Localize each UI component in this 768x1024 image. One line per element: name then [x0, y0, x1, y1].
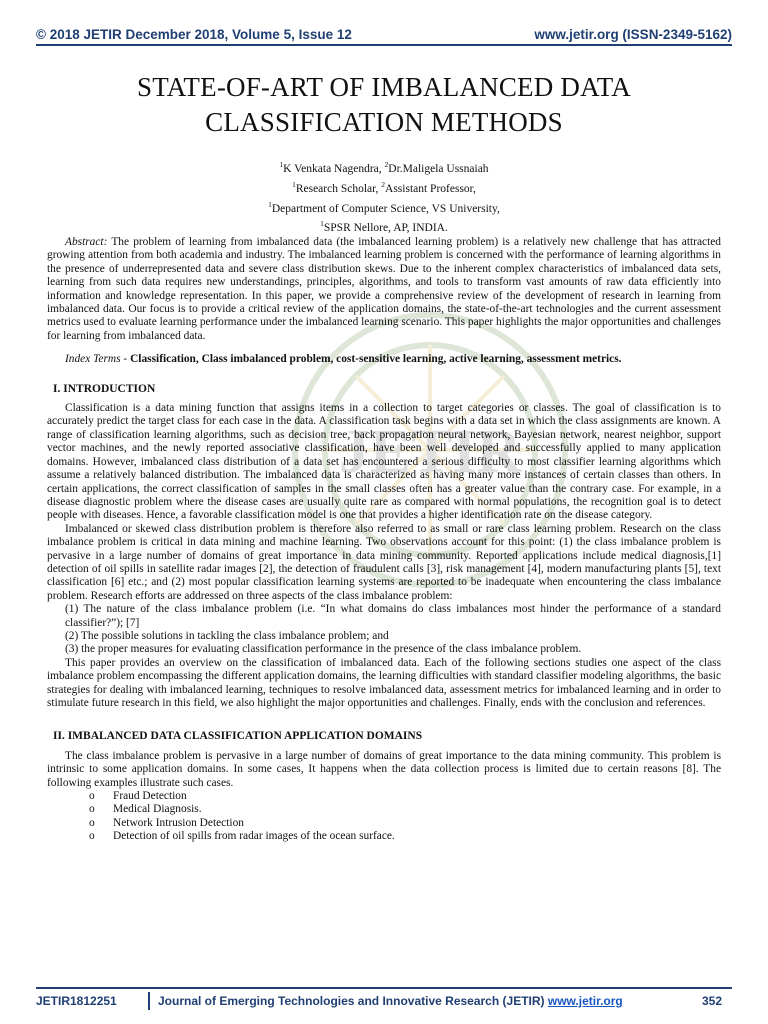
aspect-item-3: (3) the proper measures for evaluating classification performance in the presence of the class imbalance problem. — [65, 643, 582, 656]
header-divider — [36, 44, 732, 46]
paper-title — [40, 70, 728, 140]
section-title-rest: NTRODUCTION — [67, 382, 156, 395]
section-number: I. — [53, 382, 64, 395]
running-footer — [36, 991, 732, 1011]
author-roles — [40, 177, 728, 197]
location: SPSR Nellore, AP, INDIA. — [323, 222, 448, 235]
sup-1: 1 — [279, 160, 284, 169]
author-department — [40, 197, 728, 217]
intro-paragraph-2: Imbalanced or skewed class distribution problem is therefore also referred to as small or rare class learning problem. Research on the class imbalance problem is critical in data mining and machine learning. Two observations account for this point: (1) the class imbalance problem is pervasive in a large number of domains of great importance in data mining community. Reported applications include medical diagnosis,[1] detection of oil spills in satellite radar images [2], the detection of fraudulent calls [3], risk management [4], modern manufacturing plants [5], text classification [6] etc.; and (2) most popular classification learning systems are reported to be inadequate when encountering the class imbalance problem. Research efforts are addressed on three aspects of the class imbalance problem: — [47, 522, 721, 602]
section-initial: I — [63, 382, 68, 395]
footer-divider — [36, 987, 732, 989]
title-line-2: CLASSIFICATION METHODS — [205, 107, 563, 137]
intro-paragraph-3: This paper provides an overview on the classification of imbalanced data. Each of the following sections studies one aspect of the class imbalance problem encompassing the different application domains, the learning difficulties with standard classifier modeling algorithms, the basic strategies for dealing with imbalanced learning, techniques to resolve imbalanced data, assessment metrics for imbalanced learning and in order to stimulate future research in this field, we also highlight the major opportunities and challenges. Finally, ends with the conclusion and references. — [47, 656, 721, 709]
aspect-item-2: (2) The possible solutions in tackling the class imbalance problem; and — [65, 629, 389, 642]
sup-2: 2 — [381, 179, 386, 189]
author-1: K Venkata Nagendra, — [283, 162, 385, 175]
header-journal-issue: © 2018 JETIR December 2018, Volume 5, Issue 12 — [36, 27, 352, 42]
domains-paragraph: The class imbalance problem is pervasive in a large number of domains of great importance to the data mining community. This problem is intrinsic to some application domains. In some cases, It happens when the data collection process is limited due to certain reasons [8]. The following examples illustrate such cases. — [47, 749, 721, 789]
title-line-1: STATE-OF-ART OF IMBALANCED DATA — [136, 72, 632, 102]
sup-1: 1 — [268, 199, 272, 209]
sup-1: 1 — [320, 219, 324, 229]
author-names — [40, 157, 728, 177]
author-block — [40, 157, 728, 236]
section-heading-application-domains: II. IMBALANCED DATA CLASSIFICATION APPLICATION DOMAINS — [53, 730, 423, 743]
abstract-text: The problem of learning from imbalanced data (the imbalanced learning problem) is a relatively new challenge that has attracted growing attention from both academia and industry. The imbalanced learning problem is concerned with the performance of learning algorithms in the presence of underrepresented data and severe class distribution skews. Due to the inherent complex characteristics of imbalanced data sets, learning from such data requires new understandings, principles, algorithms, and tools to transform vast amounts of raw data efficiently into information and knowledge representation. In this paper, we provide a comprehensive review of the development of research in learning from imbalanced data. Our focus is to provide a critical review of the application domains, the state-of-the-art technologies and the current assessment metrics used to evaluate learning performance under the imbalanced learning scenario. This paper highlights the major opportunities and challenges for learning from imbalanced data. — [47, 236, 721, 342]
abstract — [47, 236, 721, 343]
paper-id: JETIR1812251 — [36, 994, 117, 1008]
list-item: o Medical Diagnosis. — [89, 803, 721, 816]
page-number: 352 — [701, 994, 722, 1008]
footer-journal — [158, 994, 662, 1008]
role-1: Research Scholar, — [295, 182, 382, 195]
index-terms — [47, 353, 721, 366]
list-item: o Detection of oil spills from radar images of the ocean surface. — [89, 830, 721, 843]
list-item: o Fraud Detection — [89, 790, 721, 803]
aspect-item-1: (1) The nature of the class imbalance problem (i.e. “In what domains do class imbalances most hinder the performance of a standard classifier?”); [7] — [65, 603, 721, 629]
sup-1: 1 — [292, 179, 296, 189]
footer-separator — [148, 992, 150, 1010]
intro-paragraph-1: Classification is a data mining function that assigns items in a collection to target categories or classes. The goal of classification is to accurately predict the target class for each case in the data. A classification task begins with a data set in which the class assignments are known. A range of classification learning algorithms, such as decision tree, back propagation neural network, Bayesian network, nearest neighbor, support vector machines, and the newly reported associative classification, have been well developed and successfully applied to many application domains. However, imbalanced class distribution of a data set has encountered a serious difficulty to most classifier learning algorithms which assume a relatively balanced distribution. The imbalanced data is characterized as having many more instances of certain classes than others. In certain applications, the correct classification of samples in the small classes often has a greater value than the contrary case. For example, in a disease diagnostic problem where the disease cases are usually quite rare as compared with normal populations, the recognition goal is to detect people with diseases. Hence, a favorable classification model is one that provides a higher identification rate on the disease category. — [47, 402, 721, 522]
list-item: o Network Intrusion Detection — [89, 817, 721, 830]
author-location — [40, 216, 728, 236]
domains-list — [47, 790, 721, 844]
section-heading-introduction — [53, 383, 721, 396]
journal-name: Journal of Emerging Technologies and Innovative Research (JETIR) — [158, 994, 548, 1008]
role-2: Assistant Professor, — [385, 182, 476, 195]
index-terms-label: Index Terms - — [65, 353, 131, 366]
running-header — [36, 22, 732, 42]
paper-body — [47, 236, 721, 844]
index-terms-keywords: Classification, Class imbalanced problem, cost-sensitive learning, active learning, assessment metrics. — [130, 353, 622, 366]
journal-website-link[interactable]: www.jetir.org — [547, 994, 623, 1008]
header-website-issn: www.jetir.org (ISSN-2349-5162) — [534, 27, 732, 42]
author-2: Dr.Maligela Ussnaiah — [388, 162, 489, 175]
department: Department of Computer Science, VS University, — [271, 202, 500, 215]
sup-2: 2 — [384, 160, 389, 169]
abstract-label: Abstract: — [65, 236, 108, 248]
watermark-text: JETIR — [338, 418, 522, 486]
